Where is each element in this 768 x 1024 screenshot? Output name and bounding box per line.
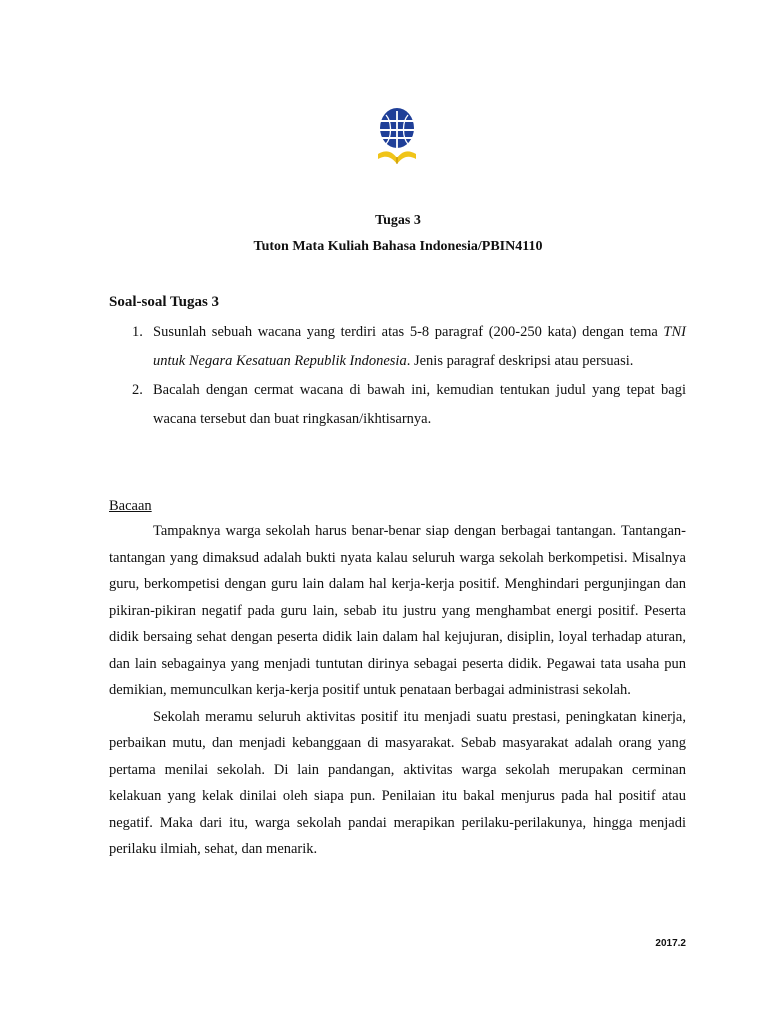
question-text-after: . Jenis paragraf deskripsi atau persuasi. bbox=[406, 353, 634, 369]
reading-passage bbox=[109, 518, 686, 863]
question-number: 1. bbox=[132, 324, 143, 340]
reading-label: Bacaan bbox=[109, 498, 152, 514]
questions-list bbox=[109, 318, 686, 434]
assignment-title: Tugas 3 bbox=[375, 213, 421, 228]
assignment-subtitle: Tuton Mata Kuliah Bahasa Indonesia/PBIN4110 bbox=[253, 239, 543, 254]
question-item-2 bbox=[109, 376, 686, 434]
question-number: 2. bbox=[132, 382, 143, 398]
university-logo bbox=[374, 106, 420, 168]
document-code: 2017.2 bbox=[655, 938, 686, 949]
reading-paragraph-2: Sekolah meramu seluruh aktivitas positif itu menjadi suatu prestasi, peningkatan kinerja, perbaikan mutu, dan menjadi kebanggaan di masyarakat. Sebab masyarakat adalah orang yang pertama menilai sekolah. Di lain pandangan, aktivitas warga sekolah merupakan cerminan kelakuan yang kelak dinilai oleh siapa pun. Penilaian itu bakal menjurus pada hal positif atau negatif. Maka dari itu, warga sekolah pandai merapikan perilaku-perilakunya, hingga menjadi perilaku ilmiah, sehat, dan menarik. bbox=[109, 708, 686, 857]
question-text-before: Susunlah sebuah wacana yang terdiri atas 5-8 paragraf (200-250 kata) dengan tema bbox=[153, 324, 664, 340]
question-text: Bacalah dengan cermat wacana di bawah ini, kemudian tentukan judul yang tepat bagi wacana tersebut dan buat ringkasan/ikhtisarnya. bbox=[153, 382, 686, 427]
question-emphasis: TNI untuk Negara Kesatuan Republik Indonesia bbox=[153, 324, 686, 369]
question-item-1 bbox=[109, 318, 686, 376]
questions-heading: Soal-soal Tugas 3 bbox=[109, 294, 220, 310]
reading-paragraph-1: Tampaknya warga sekolah harus benar-benar siap dengan berbagai tantangan. Tantangan-tantangan yang dimaksud adalah bukti nyata kalau seluruh warga sekolah berkompetisi. Misalnya guru, berkompetisi dengan guru lain dalam hal kerja-kerja positif. Menghindari pergunjingan dan pikiran-pikiran negatif pada guru lain, sebab itu justru yang menghambat energi positif. Peserta didik bersaing sehat dengan peserta didik lain dalam hal kejujuran, disiplin, loyal terhadap aturan, dan lain sebagainya yang menjadi tuntutan dirinya sebagai peserta didik. Pegawai tata usaha pun demikian, memunculkan kerja-kerja positif untuk penataan berbagai administrasi sekolah. bbox=[109, 523, 686, 698]
